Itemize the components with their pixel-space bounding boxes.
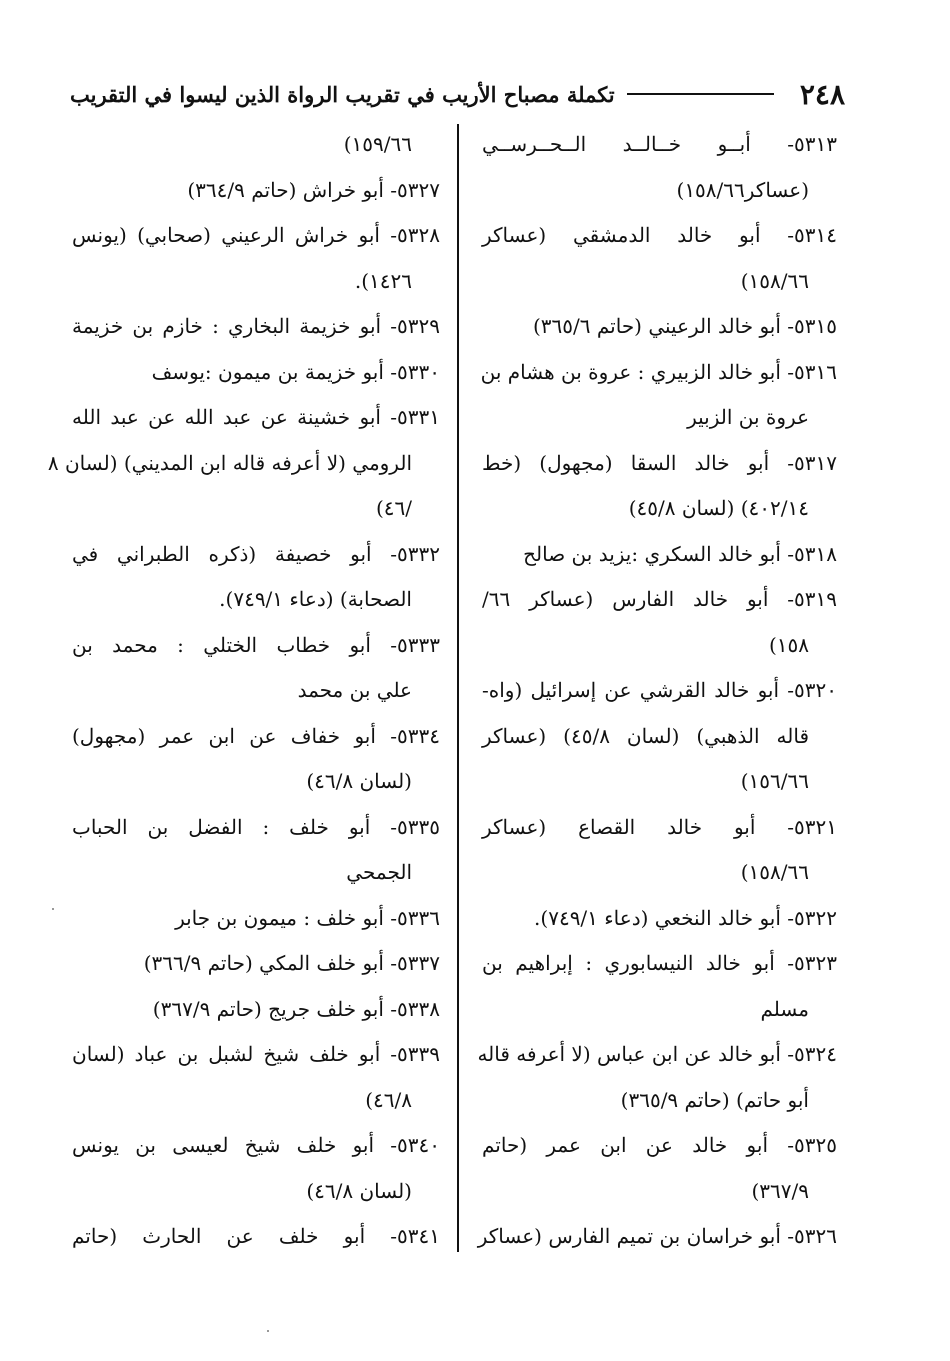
- entry-0326: [477, 1214, 837, 1260]
- entry-0328: [72, 213, 440, 304]
- entry-line: ١٥٨/٦٦): [740, 860, 809, 884]
- entry-0339: [72, 1032, 440, 1123]
- entry-line: ٥٣٣٨- أبو خلف جريج (حاتم ٣٦٧/٩): [152, 996, 440, 1021]
- entry-0335: [72, 805, 440, 896]
- right-column: [477, 122, 837, 1260]
- entry-0317: [482, 441, 837, 532]
- entry-line: مسلم: [760, 996, 809, 1021]
- entry-line: ٣٦٧/٩): [751, 1178, 809, 1203]
- entry-0314: [482, 213, 837, 304]
- entry-line: ٥٣١٤- أبو خالد الدمشقي (عساكر: [482, 223, 837, 247]
- entry-line: ٥٣١٩- أبو خالد الفارس (عساكر ٦٦/: [482, 587, 837, 611]
- entry-0315: [482, 304, 837, 350]
- entry-line: ١٤٢٦).: [354, 268, 412, 293]
- entry-line: ٥٣٣٦- أبو خلف : ميمون بن جابر: [175, 905, 440, 930]
- entry-line: ٥٣٣١- أبو خشينة عن عبد الله عن عبد الله: [72, 405, 440, 429]
- entry-0320: [482, 668, 837, 805]
- entry-0331: [47, 395, 440, 532]
- column-divider: [457, 124, 459, 1252]
- entry-line: ٥٣٢٤- أبو خالد عن ابن عباس (لا أعرفه قاله: [477, 1042, 837, 1066]
- entry-line: ٤٠٢/١٤) (لسان ٤٥/٨): [628, 496, 809, 520]
- entry-line: ٥٣٣٤- أبو خفاف عن ابن عمر (مجهول): [72, 723, 440, 748]
- entry-0325: [482, 1123, 837, 1214]
- entry-line: ٥٣١٣- أبــو خــالــد الــحــرســي: [482, 132, 837, 156]
- entry-0313: [482, 122, 837, 213]
- entry-line: ٥٣١٥- أبو خالد الرعيني (حاتم ٣٦٥/٦): [532, 314, 837, 338]
- entry-0321: [482, 805, 837, 896]
- entry-line: (لسان ٤٦/٨): [306, 1178, 412, 1203]
- left-column: [47, 122, 440, 1260]
- entry-line: ٥٣٤١- أبو خلف عن الحارث (حاتم: [72, 1224, 440, 1248]
- entry-line: ٥٣٢٦- أبو خراسان بن تميم الفارس (عساكر: [477, 1224, 837, 1248]
- entry-line: ٥٣٢١- أبو خالد القصاع (عساكر: [482, 814, 837, 839]
- entry-line: ٥٣٣٣- أبو خطاب الختلي : محمد بن: [72, 632, 440, 657]
- entry-0322: [482, 896, 837, 942]
- scan-speck: [267, 1330, 269, 1332]
- entry-line: (لسان ٤٦/٨): [306, 769, 412, 793]
- entry-line: ٥٣٣٧- أبو خلف المكي (حاتم ٣٦٦/٩): [143, 951, 440, 975]
- entry-0340: [72, 1123, 440, 1214]
- entry-0336: [72, 896, 440, 942]
- entry-line: الصحابة) (دعاء ٧٤٩/١).: [219, 587, 412, 611]
- entry-0333: [72, 623, 440, 714]
- entry-line: ٥٣١٦- أبو خالد الزبيري : عروة بن هشام بن: [480, 359, 837, 384]
- entry-0329: [72, 304, 440, 350]
- entry-line: ٥٣١٧- أبو خالد السقا (مجهول) (خط: [482, 450, 837, 475]
- entry-line: ٥٣٢٩- أبو خزيمة البخاري : خازم بن خزيمة: [72, 314, 440, 338]
- entry-line: ٥٣٣٩- أبو خلف شيخ لشبل بن عباد (لسان: [72, 1042, 440, 1066]
- entry-line: ٤٦/٨): [365, 1087, 412, 1112]
- entry-0316: [482, 350, 837, 441]
- entry-line: ٥٣٣٢- أبو خصيفة (ذكره الطبراني في: [72, 541, 440, 566]
- entry-0324: [477, 1032, 837, 1123]
- entry-line: ٥٣٢٣- أبو خالد النيسابوري : إبراهيم بن: [482, 951, 837, 975]
- entry-0337: [72, 941, 440, 987]
- page-number: ٢٤٨: [799, 77, 845, 111]
- entry-0338: [72, 987, 440, 1033]
- entry-line: ٥٣١٨- أبو خالد السكري :يزيد بن صالح: [523, 541, 837, 566]
- entry-0318: [482, 532, 837, 578]
- entry-line: أبو حاتم) (حاتم ٣٦٥/٩): [620, 1087, 809, 1112]
- entry-line: عروة بن الزبير: [687, 405, 809, 429]
- entry-0319: [482, 577, 837, 668]
- entry-line: ٥٣٢٢- أبو خالد النخعي (دعاء ٧٤٩/١).: [534, 905, 837, 930]
- page-header: [70, 74, 845, 114]
- entry-line: /٤٦): [375, 496, 412, 520]
- entry-0334: [72, 714, 440, 805]
- entry-line: ٥٣٢٥- أبو خالد عن ابن عمر (حاتم: [482, 1133, 837, 1157]
- entry-line: ٥٣٢٧- أبو خراش (حاتم ٣٦٤/٩): [187, 177, 440, 202]
- entry-line: ٥٣٢٨- أبو خراش الرعيني (صحابي) (يونس: [72, 223, 440, 247]
- scan-speck: [52, 908, 54, 910]
- entry-line: ١٥٩/٦٦): [343, 132, 412, 156]
- entry-line: (عساكر١٥٨/٦٦): [676, 177, 809, 202]
- entry-line: ١٥٦/٦٦): [740, 769, 809, 793]
- entry-line: الرومي (لا أعرفه قاله ابن المديني) (لسان ٨: [47, 450, 412, 475]
- entry-0326c: [72, 122, 440, 168]
- entry-line: ١٥٨): [768, 632, 809, 657]
- entry-line: قاله الذهبي) (لسان ٤٥/٨) (عساكر: [482, 723, 809, 748]
- entry-line: ٥٣٣٠- أبو خزيمة بن ميمون :يوسف: [151, 359, 440, 384]
- entry-line: الجمحي: [346, 860, 412, 884]
- entry-line: علي بن محمد: [297, 678, 412, 702]
- entry-0330: [72, 350, 440, 396]
- entry-0341: [72, 1214, 440, 1260]
- entry-0327: [72, 168, 440, 214]
- entry-line: ١٥٨/٦٦): [740, 268, 809, 293]
- entry-line: ٥٣٢٠- أبو خالد القرشي عن إسرائيل (واه-: [482, 678, 837, 702]
- entry-0332: [72, 532, 440, 623]
- running-title: تكملة مصباح الأريب في تقريب الرواة الذين ليسوا في التقريب: [70, 81, 615, 107]
- entry-0323: [482, 941, 837, 1032]
- header-rule: [627, 93, 774, 95]
- entry-line: ٥٣٤٠- أبو خلف شيخ لعيسى بن يونس: [72, 1133, 440, 1157]
- entry-line: ٥٣٣٥- أبو خلف : الفضل بن الحباب: [72, 814, 440, 839]
